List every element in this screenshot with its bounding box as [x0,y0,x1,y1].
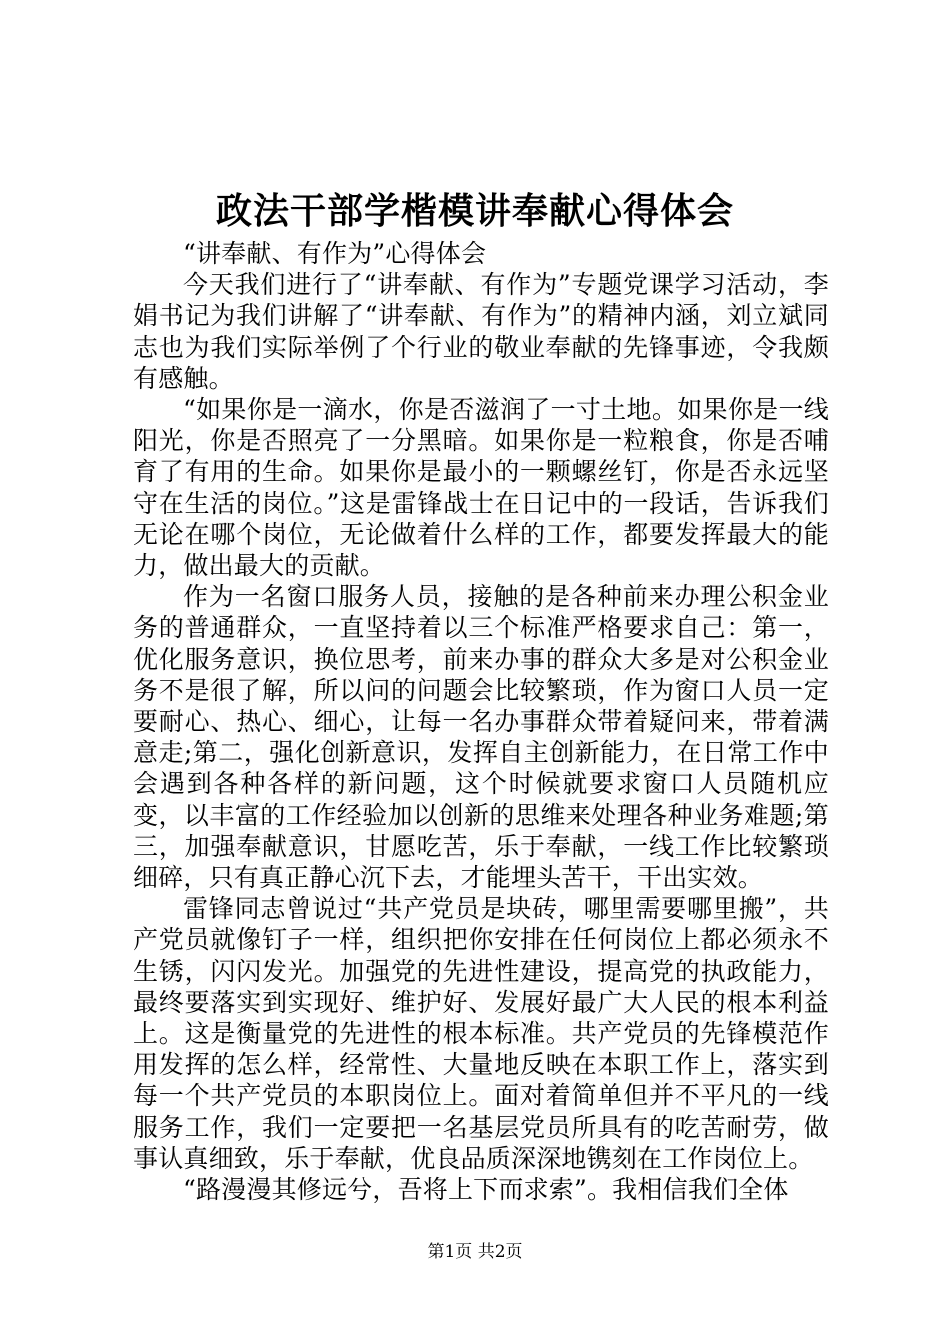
body-paragraph: 雷锋同志曾说过“共产党员是块砖，哪里需要哪里搬”，共产党员就像钉子一样，组织把你安排在任何岗位上都必须永不生锈，闪闪发光。加强党的先进性建设，提高党的执政能力，最终要落实到实现好、维护好、发展好最广大人民的根本利益上。这是衡量党的先进性的根本标准。共产党员的先锋模范作用发挥的怎么样，经常性、大量地反映在本职工作上，落实到每一个共产党员的本职岗位上。面对着简单但并不平凡的一线服务工作，我们一定要把一名基层党员所具有的吃苦耐劳，做事认真细致，乐于奉献，优良品质深深地镌刻在工作岗位上。 [133,894,829,1173]
subtitle-paragraph: “讲奉献、有作为”心得体会 [183,239,487,268]
body-paragraph: 作为一名窗口服务人员，接触的是各种前来办理公积金业务的普通群众，一直坚持着以三个标准严格要求自己：第一，优化服务意识，换位思考，前来办事的群众大多是对公积金业务不是很了解，所以问的问题会比较繁琐，作为窗口人员一定要耐心、热心、细心，让每一名办事群众带着疑问来，带着满意走;第二，强化创新意识，发挥自主创新能力，在日常工作中会遇到各种各样的新问题，这个时候就要求窗口人员随机应变，以丰富的工作经验加以创新的思维来处理各种业务难题;第三，加强奉献意识，甘愿吃苦，乐于奉献，一线工作比较繁琐细碎，只有真正静心沉下去，才能埋头苦干，干出实效。 [133,582,829,893]
body-paragraph: “如果你是一滴水，你是否滋润了一寸土地。如果你是一线阳光，你是否照亮了一分黑暗。如果你是一粒粮食，你是否哺育了有用的生命。如果你是最小的一颗螺丝钉，你是否永远坚守在生活的岗位。”这是雷锋战士在日记中的一段话，告诉我们无论在哪个岗位，无论做着什么样的工作，都要发挥最大的能力，做出最大的贡献。 [133,395,829,581]
document-title: 政法干部学楷模讲奉献心得体会 [215,190,734,232]
page-number-footer: 第1页 共2页 [427,1242,523,1262]
document-body [133,238,829,1205]
body-paragraph: 今天我们进行了“讲奉献、有作为”专题党课学习活动，李娟书记为我们讲解了“讲奉献、有作为”的精神内涵，刘立斌同志也为我们实际举例了个行业的敬业奉献的先锋事迹，令我颇有感触。 [133,270,829,393]
body-paragraph: “路漫漫其修远兮，吾将上下而求索”。我相信我们全体 [183,1175,789,1205]
